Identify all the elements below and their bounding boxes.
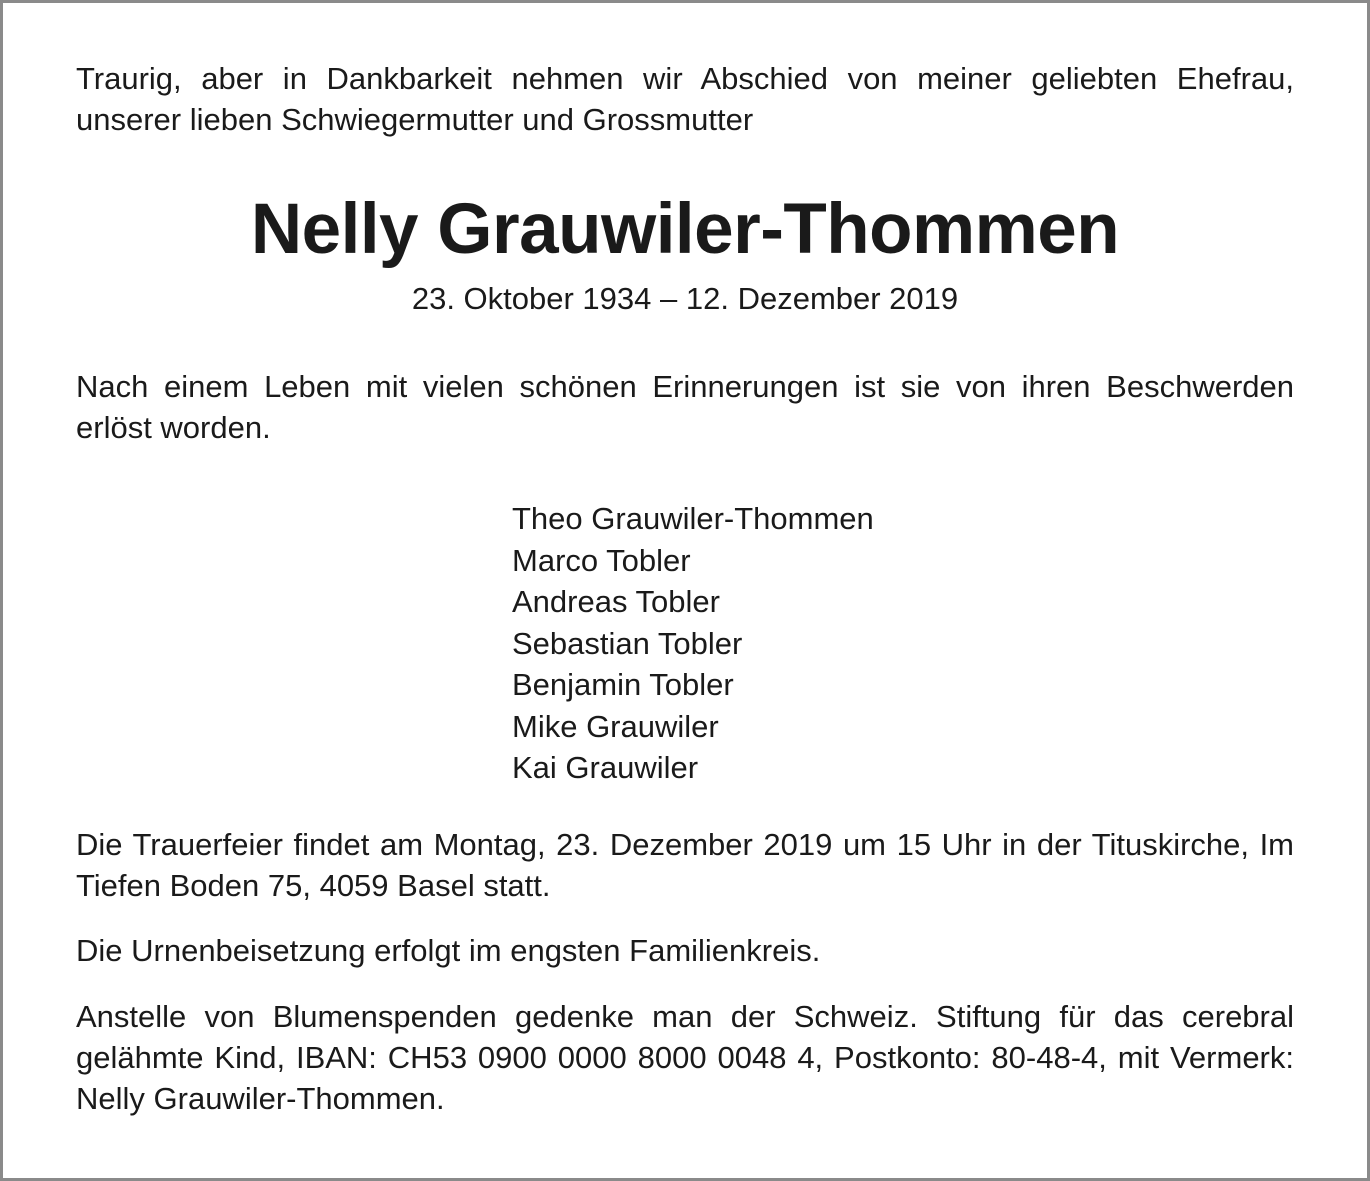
mourner-name: Benjamin Tobler bbox=[512, 667, 734, 702]
life-text: Nach einem Leben mit vielen schönen Erinnerungen ist sie von ihren Beschwerden erlöst worden. bbox=[76, 369, 1294, 445]
mourner-name: Sebastian Tobler bbox=[512, 625, 743, 661]
mourner-name: Mike Grauwiler bbox=[512, 708, 719, 744]
deceased-name: Nelly Grauwiler-Thommen bbox=[250, 190, 1120, 269]
mourner-name: Marco Tobler bbox=[512, 542, 691, 578]
donation-info: Anstelle von Blumenspenden gedenke man der Schweiz. Stiftung für das cerebral gelähmte Kind, IBAN: CH53 0900 0000 8000 0048 4, Postkonto: 80-48-4, mit Vermerk: Nelly Grauwiler-Thommen. bbox=[76, 999, 1294, 1116]
urn-burial-info: Die Urnenbeisetzung erfolgt im engsten Familienkreis. bbox=[76, 933, 821, 968]
mourners-list bbox=[512, 498, 874, 789]
ceremony-info: Die Trauerfeier findet am Montag, 23. Dezember 2019 um 15 Uhr in der Tituskirche, Im Tiefen Boden 75, 4059 Basel statt. bbox=[76, 827, 1294, 903]
mourner-name: Andreas Tobler bbox=[512, 584, 720, 619]
mourner-name: Kai Grauwiler bbox=[512, 750, 699, 785]
intro-text: Traurig, aber in Dankbarkeit nehmen wir Abschied von meiner geliebten Ehefrau, unserer lieben Schwiegermutter und Grossmutter bbox=[76, 61, 1294, 137]
mourner-name: Theo Grauwiler-Thommen bbox=[512, 501, 874, 536]
life-dates: 23. Oktober 1934 – 12. Dezember 2019 bbox=[411, 281, 959, 316]
